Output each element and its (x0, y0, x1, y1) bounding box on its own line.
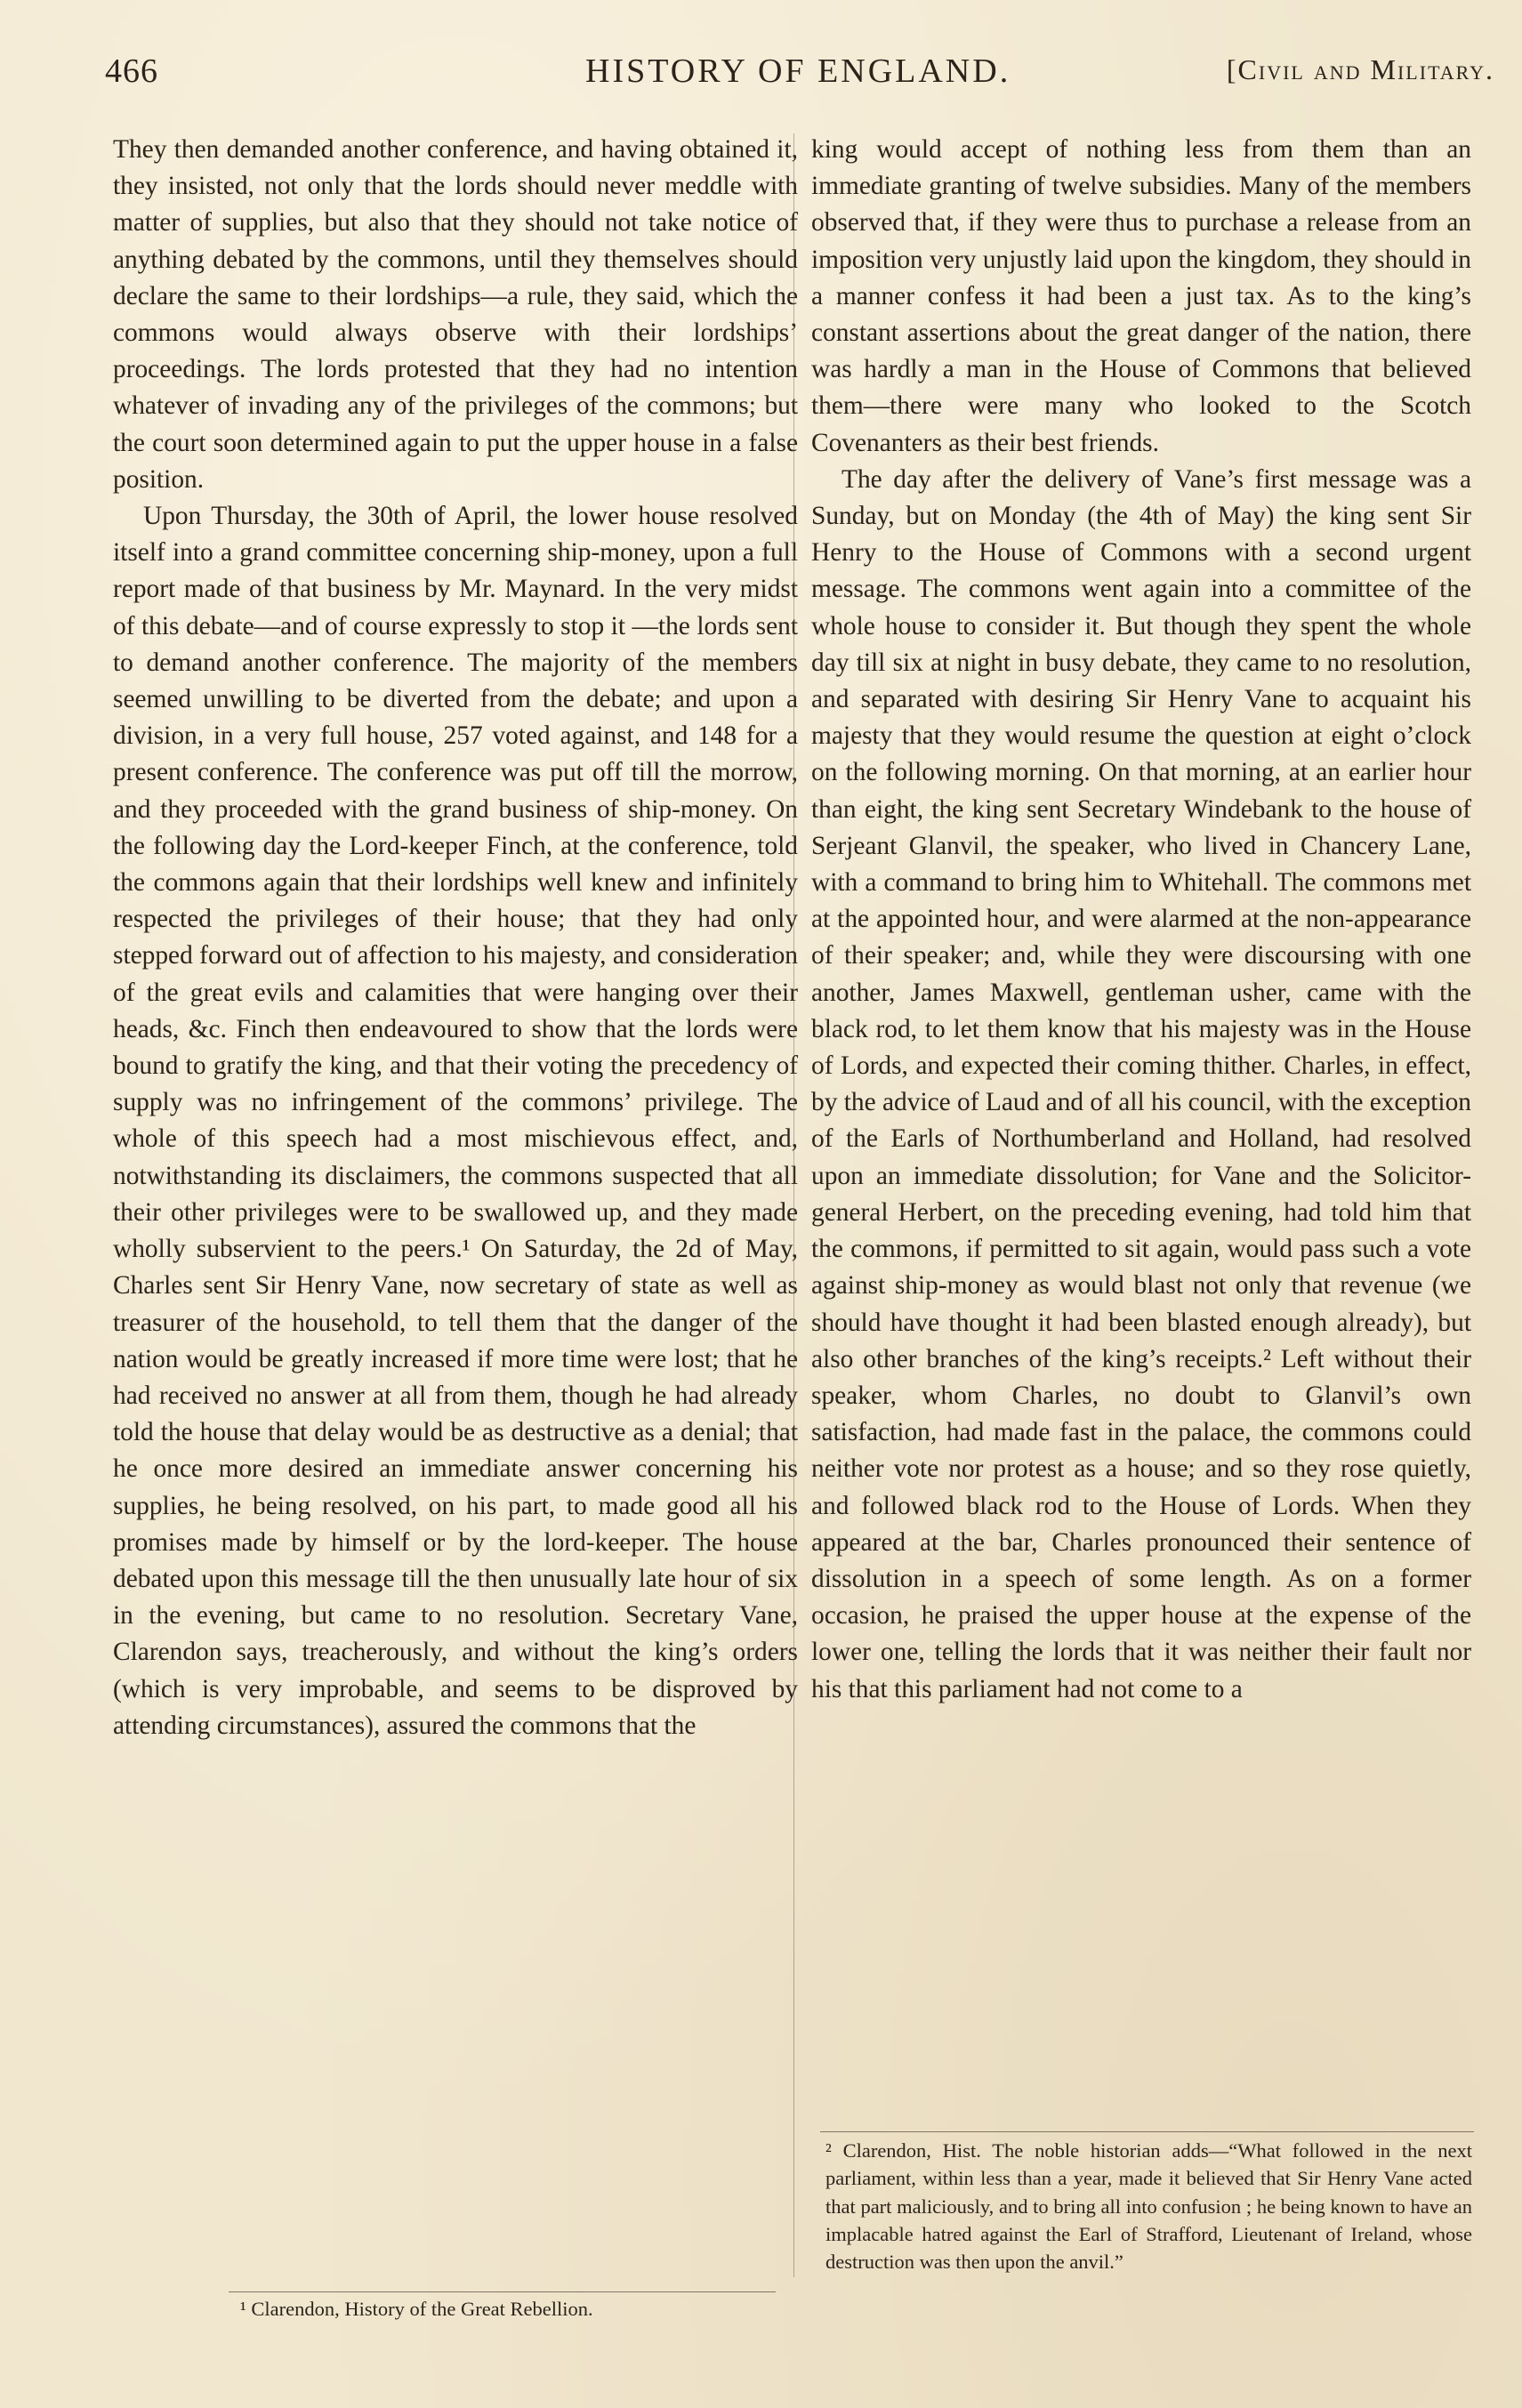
page-header (105, 52, 1494, 91)
section-title: [Civil and Military. (1226, 53, 1494, 85)
left-text-column (113, 132, 798, 1744)
right-text-column (811, 132, 1471, 1708)
page-number: 466 (105, 52, 158, 90)
right-paragraph-1: king would accept of nothing less from them than an immediate granting of twelve subsidies. Many of the members observed that, if they were thus to purchase a release from an imposition very unjustly laid upon the kingdom, they should in a manner confess it had been a just tax. As to the king’s constant assertions about the great danger of the nation, there was hardly a man in the House of Commons that believed them—there were many who looked to the Scotch Covenanters as their best friends. (811, 135, 1471, 457)
running-title: HISTORY OF ENGLAND. (585, 52, 1011, 90)
left-footnote-rule (229, 2291, 776, 2292)
right-footnote: ² Clarendon, Hist. The noble historian adds—“What followed in the next parliament, within less than a year, made it believed that Sir Henry Vane acted that part maliciously, and to bring all into confusion ; he being known to have an implacable hatred against the Earl of Strafford, Lieutenant of Ireland, whose destruction was then upon the anvil.” (825, 2139, 1472, 2274)
right-paragraph-2: The day after the delivery of Vane’s first message was a Sunday, but on Monday (the 4th of May) the king sent Sir Henry to the House of Commons with a second urgent message. The commons went again into a committee of the whole house to consider it. But though they spent the whole day till six at night in busy debate, they came to no resolution, and separated with desiring Sir Henry Vane to acquaint his majesty that they would resume the question at eight o’clock on the following morning. On that morning, at an earlier hour than eight, the king sent Secretary Windebank to the house of Serjeant Glanvil, the speaker, who lived in Chancery Lane, with a command to bring him to Whitehall. The commons met at the appointed hour, and were alarmed at the non-appearance of their speaker; and, while they were discoursing with one another, James Maxwell, gentleman usher, came with the black rod, to let them know that his majesty was in the House of Lords, and expected their coming thither. Charles, in effect, by the advice of Laud and of all his council, with the exception of the Earls of Northumberland and Holland, had resolved upon an immediate dissolution; for Vane and the Solicitor-general Herbert, on the preceding evening, had told him that the commons, if permitted to sit again, would pass such a vote against ship-money as would blast not only that revenue (we should have thought it had been blasted enough already), but also other branches of the king’s receipts.² Left without their speaker, whom Charles, no doubt to Glanvil’s own satisfaction, had made fast in the palace, the commons could neither vote nor protest as a house; and so they rose quietly, and followed black rod to the House of Lords. When they appeared at the bar, Charles pronounced their sentence of dissolution in a speech of some length. As on a former occasion, he praised the upper house at the expense of the lower one, telling the lords that it was neither their fault nor his that this parliament had not come to a (811, 464, 1471, 1703)
left-footnote: ¹ Clarendon, History of the Great Rebellion. (240, 2298, 593, 2320)
left-paragraph-2: Upon Thursday, the 30th of April, the lower house resolved itself into a grand committee concerning ship-money, upon a full report made of that business by Mr. Maynard. In the very midst of this debate—and of course expressly to stop it —the lords sent to demand another conference. The majority of the members seemed unwilling to be diverted from the debate; and upon a division, in a very full house, 257 voted against, and 148 for a present conference. The conference was put off till the morrow, and they proceeded with the grand business of ship-money. On the following day the Lord-keeper Finch, at the conference, told the commons again that their lordships well knew and infinitely respected the privileges of their house; that they had only stepped forward out of affection to his majesty, and consideration of the great evils and calamities that were hanging over their heads, &c. Finch then endeavoured to show that the lords were bound to gratify the king, and that their voting the precedency of supply was no infringement of the commons’ privilege. The whole of this speech had a most mischievous effect, and, notwithstanding its disclaimers, the commons suspected that all their other privileges were to be swallowed up, and they made wholly subservient to the peers.¹ On Saturday, the 2d of May, Charles sent Sir Henry Vane, now secretary of state as well as treasurer of the household, to tell them that the danger of the nation would be greatly increased if more time were lost; that he had received no answer at all from them, though he had already told the house that delay would be as destructive as a denial; that he once more desired an immediate answer concerning his supplies, he being resolved, on his part, to made good all his promises made by himself or by the lord-keeper. The house debated upon this message till the then unusually late hour of six in the evening, but came to no resolution. Secretary Vane, Clarendon says, treacherously, and without the king’s orders (which is very improbable, and seems to be disproved by attending circumstances), assured the commons that the (113, 502, 798, 1740)
right-footnote-rule (820, 2131, 1474, 2132)
column-divider (793, 133, 794, 2277)
left-paragraph-1: They then demanded another conference, and having obtained it, they insisted, not only that the lords should never meddle with matter of supplies, but also that they should not take notice of anything debated by the commons, until they themselves should declare the same to their lordships—a rule, they said, which the commons would always observe with their lordships’ proceedings. The lords protested that they had no intention whatever of invading any of the privileges of the commons; but the court soon determined again to put the upper house in a false position. (113, 135, 798, 494)
